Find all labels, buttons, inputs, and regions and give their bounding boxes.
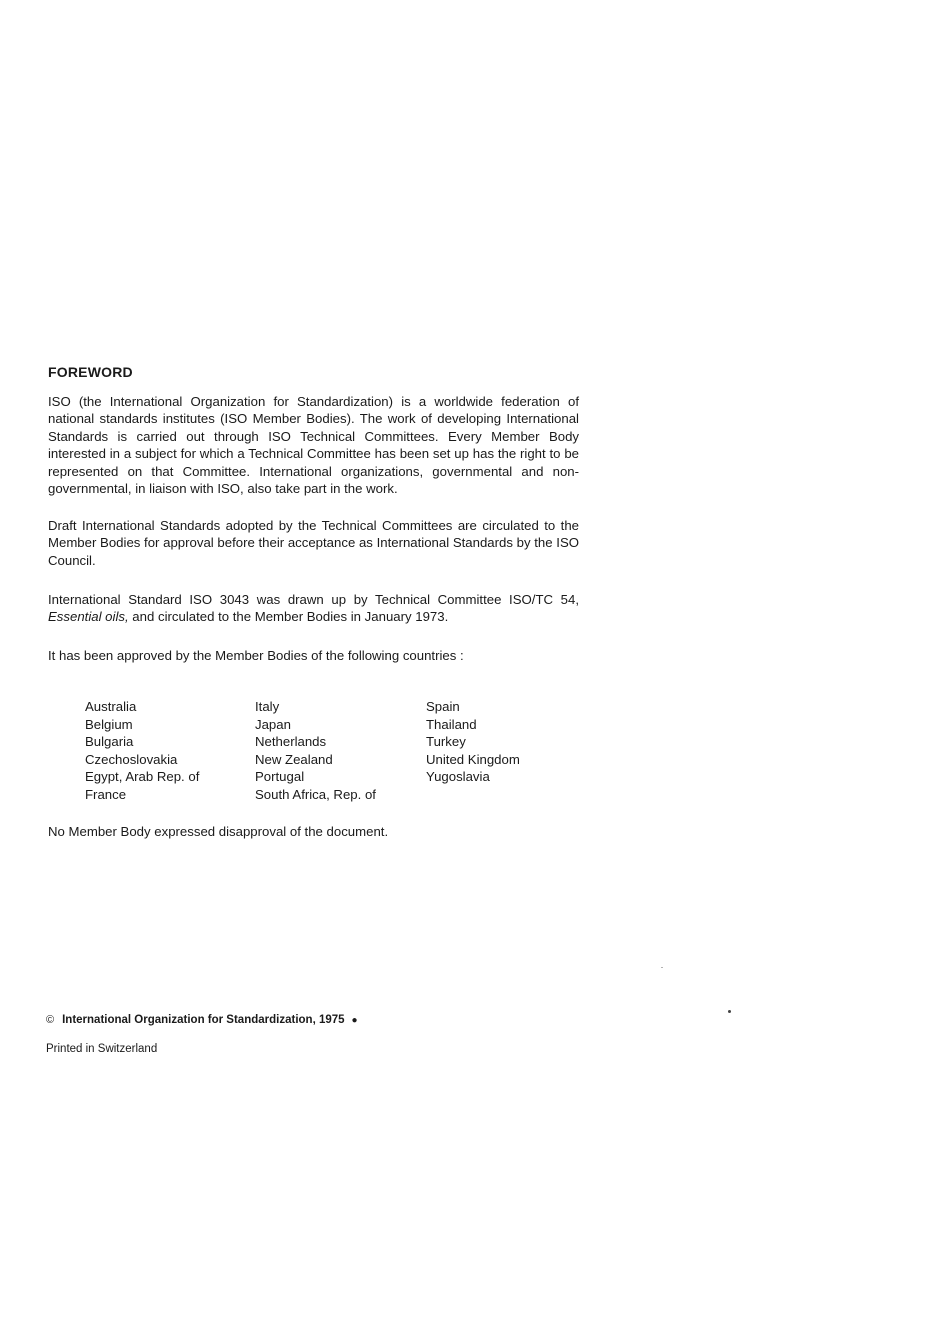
scan-speck [728,1010,731,1013]
approval-intro: It has been approved by the Member Bodies of the following countries : [48,648,464,663]
bullet-icon: ● [351,1015,358,1026]
country-item: Thailand [426,716,477,732]
foreword-heading: FOREWORD [48,364,133,380]
country-item: Belgium [85,716,133,732]
draft-standards-paragraph: Draft International Standards adopted by the Technical Committees are circulated to the Member Bodies for approval before their acceptance as International Standards by the ISO Council. [48,518,579,568]
intro-paragraph: ISO (the International Organization for Standardization) is a worldwide federation of national standards institutes (ISO Member Bodies). The work of developing International Standards is carried out through ISO Technical Committees. Every Member Body interested in a subject for which a Technical Committee has been set up has the right to be represented on that Committee. International organizations, governmental and non-governmental, in liaison with ISO, also take part in the work. [48,394,579,497]
country-item: Yugoslavia [426,769,490,785]
copyright-text: International Organization for Standardization, 1975 [62,1014,345,1026]
standard-origin-paragraph [48,591,579,626]
country-item: Japan [255,716,291,732]
country-item: Egypt, Arab Rep. of [85,769,200,785]
country-item: Portugal [255,769,305,785]
copyright-notice [46,1014,358,1026]
country-item: Italy [255,699,280,714]
country-item: France [85,786,127,802]
countries-column-3 [426,698,565,804]
countries-column-2 [255,698,426,804]
countries-column-1 [85,698,255,804]
country-item: New Zealand [255,751,333,767]
copyright-icon: © [46,1014,55,1026]
disapproval-statement: No Member Body expressed disapproval of the document. [48,824,389,839]
country-item: Spain [426,699,460,714]
standard-origin-text-end: and circulated to the Member Bodies in January 1973. [128,609,449,625]
country-item: South Africa, Rep. of [255,786,376,802]
country-item: Australia [85,699,137,714]
country-item: Netherlands [255,734,327,750]
country-item: Bulgaria [85,734,134,750]
country-item: Turkey [426,734,466,750]
committee-subject: Essential oils, [48,609,129,625]
country-item: United Kingdom [426,751,520,767]
standard-origin-text-start: International Standard ISO 3043 was drawn up by Technical Committee ISO/TC 54, [48,592,579,607]
countries-list [85,698,565,804]
country-item: Czechoslovakia [85,751,178,767]
printed-location: Printed in Switzerland [46,1043,158,1055]
scan-speck [661,967,663,968]
